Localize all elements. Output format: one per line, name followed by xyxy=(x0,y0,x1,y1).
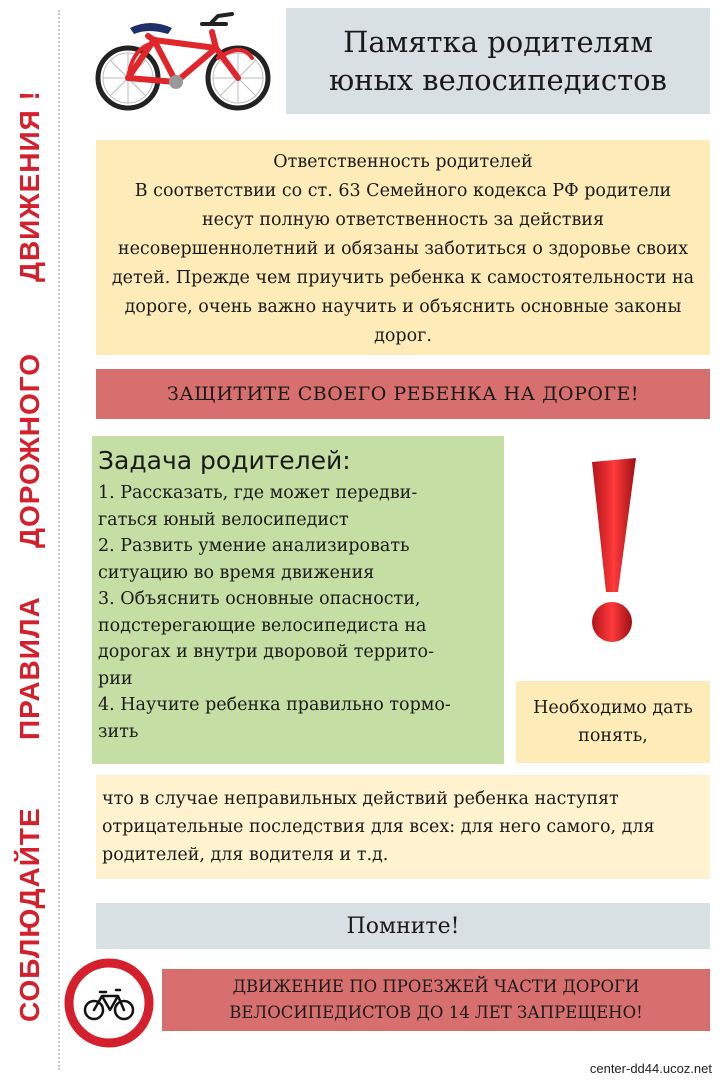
slogan-word-2: ПРАВИЛА xyxy=(14,596,45,740)
slogan-word-3: ДОРОЖНОГО xyxy=(14,352,45,548)
responsibility-box xyxy=(96,140,710,355)
prohibit-line-1: ДВИЖЕНИЕ ПО ПРОЕЗЖЕЙ ЧАСТИ ДОРОГИ xyxy=(232,977,640,996)
protect-banner: ЗАЩИТИТЕ СВОЕГО РЕБЕНКА НА ДОРОГЕ! xyxy=(96,369,710,419)
watermark: center-dd44.ucoz.net xyxy=(589,1061,712,1076)
no-bicycles-sign-icon xyxy=(64,958,154,1048)
prohibit-line-2: ВЕЛОСИПЕДИСТОВ ДО 14 ЛЕТ ЗАПРЕЩЕНО! xyxy=(229,1003,643,1022)
remember-box: Помните! xyxy=(96,903,710,949)
task-item-4: 4. Научите ребенка правильно тормо- зить xyxy=(98,695,451,742)
vertical-slogan xyxy=(0,0,60,1080)
page-title-line-2: юных велосипедистов xyxy=(329,63,667,97)
consequence-box: что в случае неправильных действий ребенка наступят отрицательные последствия для всех: для него самого, для родителей, для водителя и т.д. xyxy=(96,775,710,879)
dotted-divider xyxy=(58,10,60,1070)
task-item-1: 1. Рассказать, где может передви- гаться юный велосипедист xyxy=(98,483,418,530)
page-title-line-1: Памятка родителям xyxy=(343,25,653,59)
task-item-3: 3. Объяснить основные опасности, подстерегающие велосипедиста на дорогах и внутри дворовой террито- рии xyxy=(98,589,434,689)
exclamation-icon xyxy=(572,452,652,652)
slogan-word-1: СОБЛЮДАЙТЕ xyxy=(14,807,45,1022)
task-item-2: 2. Развить умение анализировать ситуацию во время движения xyxy=(98,536,410,583)
title-box xyxy=(286,8,710,114)
responsibility-heading: Ответственность родителей xyxy=(273,152,533,172)
necessary-box: Необходимо дать понять, xyxy=(516,681,710,763)
tasks-box xyxy=(92,436,504,764)
prohibit-banner xyxy=(162,969,710,1031)
responsibility-text: В соответствии со ст. 63 Семейного кодекса РФ родители несут полную ответственность за действия несовершеннолетний и обязаны заботиться о здоровье своих детей. Прежде чем приучить ребенка к самостоятельности на дороге, очень важно научить и объяснить основные законы дорог. xyxy=(111,181,695,346)
tasks-heading: Задача родителей: xyxy=(98,446,351,475)
slogan-word-4: ДВИЖЕНИЯ ! xyxy=(14,90,45,282)
bicycle-icon xyxy=(92,2,278,118)
